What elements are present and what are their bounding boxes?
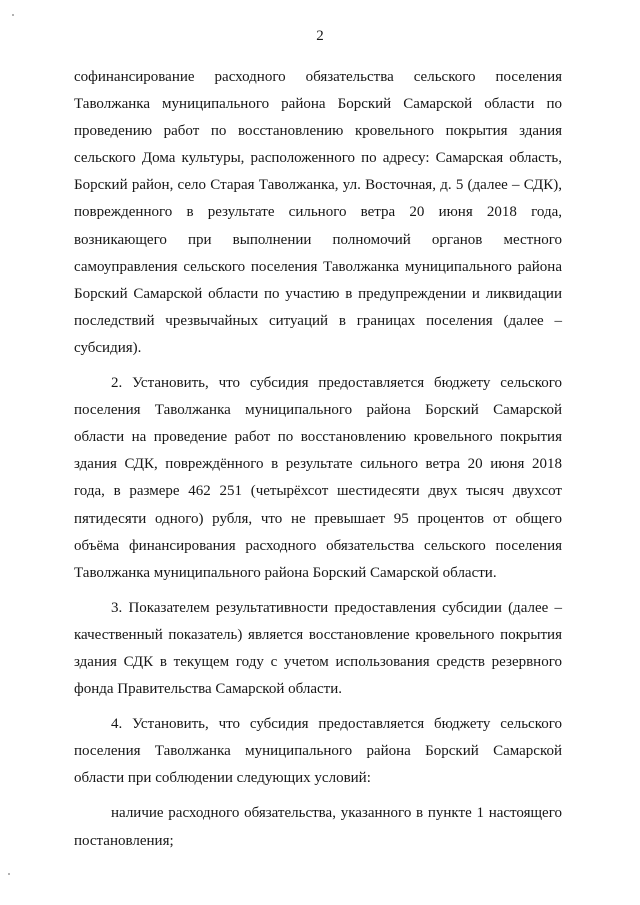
document-body <box>74 64 562 863</box>
paragraph-subsidy-purpose: софинансирование расходного обязательства сельского поселения Таволжанка муниципального района Борский Самарской области по проведению работ по восстановлению кровельного покрытия здания сельского Дома культуры, расположенного по адресу: Самарская область, Борский район, село Старая Таволжанка, ул. Восточная, д. 5 (далее – СДК), поврежденного в результате сильного ветра 20 июня 2018 года, возникающего при выполнении полномочий органов местного самоуправления сельского поселения Таволжанка муниципального района Борский Самарской области по участию в предупреждении и ликвидации последствий чрезвычайных ситуаций в границах поселения (далее – субсидия). <box>74 69 562 356</box>
paragraph-item-4: 4. Установить, что субсидия предоставляется бюджету сельского поселения Таволжанка муниципального района Борский Самарской области при соблюдении следующих условий: <box>74 716 562 787</box>
scan-speck <box>12 14 14 16</box>
paragraph-condition: наличие расходного обязательства, указанного в пункте 1 настоящего постановления; <box>74 805 562 849</box>
page-number: 2 <box>316 28 324 44</box>
paragraph-item-2: 2. Установить, что субсидия предоставляется бюджету сельского поселения Таволжанка муниципального района Борский Самарской области на проведение работ по восстановлению кровельного покрытия здания СДК, повреждённого в результате сильного ветра 20 июня 2018 года, в размере 462 251 (четырёхсот шестидесяти двух тысяч двухсот пятидесяти одного) рубля, что не превышает 95 процентов от общего объёма финансирования расходного обязательства сельского поселения Таволжанка муниципального района Борский Самарской области. <box>74 375 562 581</box>
scan-speck <box>8 873 10 875</box>
paragraph-item-3: 3. Показателем результативности предоставления субсидии (далее – качественный показатель) является восстановление кровельного покрытия здания СДК в текущем году с учетом использования средств резервного фонда Правительства Самарской области. <box>74 599 562 698</box>
